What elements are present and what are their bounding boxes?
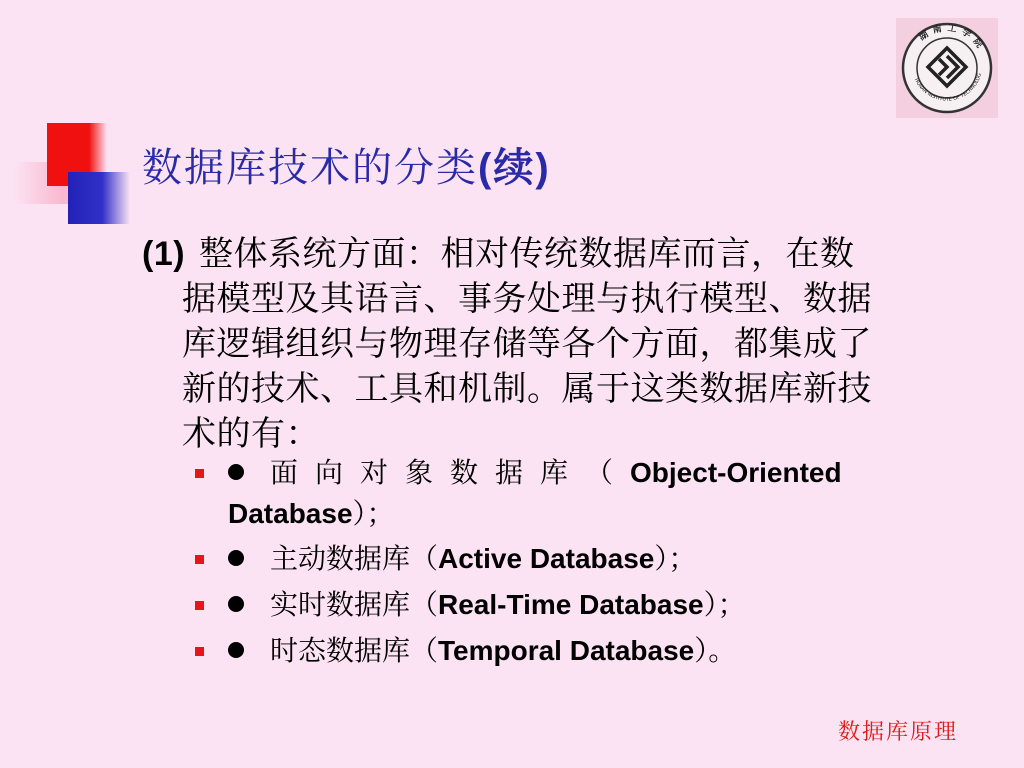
footer-course-name: 数据库原理 [837, 720, 958, 745]
bullet-zh-text: 时态数据库（ [270, 634, 439, 667]
paragraph-text-1: 整体系统方面：相对传统数据库而言，在数 [199, 234, 855, 274]
slide-title-suffix: (续) [478, 146, 551, 190]
paragraph-line-1 [142, 232, 998, 277]
bullet-tail: ）； [703, 588, 746, 621]
decor-blue-square [68, 172, 130, 224]
bullet-item-oodb [190, 452, 998, 534]
main-paragraph [142, 232, 998, 457]
paragraph-line-2: 据模型及其语言、事务处理与执行模型、数据 [182, 279, 872, 319]
bullet-list [190, 452, 998, 676]
seal-top-text: 湖南工学院 [917, 23, 987, 55]
paragraph-line-3: 库逻辑组织与物理存储等各个方面，都集成了 [182, 324, 872, 364]
university-seal-icon [896, 18, 998, 118]
red-square-bullet-icon [195, 469, 204, 478]
bullet-en-text: Temporal Database [438, 635, 695, 666]
bullet-zh-text: 实时数据库（ [270, 588, 439, 621]
paragraph-line-4: 新的技术、工具和机制。属于这类数据库新技 [182, 369, 872, 409]
slide-title-main: 数据库技术的分类 [142, 145, 478, 191]
bullet-tail: ）； [654, 542, 697, 575]
black-dot-icon [228, 550, 244, 566]
paragraph-label: (1) [142, 235, 186, 273]
bullet-item-temporal [190, 630, 998, 676]
university-logo [896, 18, 998, 118]
bullet-en-text: Active Database [438, 543, 655, 574]
bullet-en-text-cont: Database [228, 498, 353, 529]
red-square-bullet-icon [195, 647, 204, 656]
bullet-en-text: Real-Time Database [438, 589, 704, 620]
bullet-item-active [190, 538, 998, 584]
black-dot-icon [228, 464, 244, 480]
seal-bottom-text: HUNAN INSTITUTE OF TECHNOLOG [912, 72, 983, 103]
slide-title [142, 136, 551, 193]
bullet-tail: ）。 [694, 634, 737, 667]
bullet-zh-text: 面向对象数据库（ [270, 456, 631, 489]
black-dot-icon [228, 642, 244, 658]
black-dot-icon [228, 596, 244, 612]
red-square-bullet-icon [195, 555, 204, 564]
bullet-en-text: Object-Oriented [630, 457, 842, 488]
paragraph-line-5: 术的有： [182, 414, 320, 454]
red-square-bullet-icon [195, 601, 204, 610]
bullet-tail: ）； [352, 497, 395, 530]
bullet-item-realtime [190, 584, 998, 630]
bullet-zh-text: 主动数据库（ [270, 542, 439, 575]
